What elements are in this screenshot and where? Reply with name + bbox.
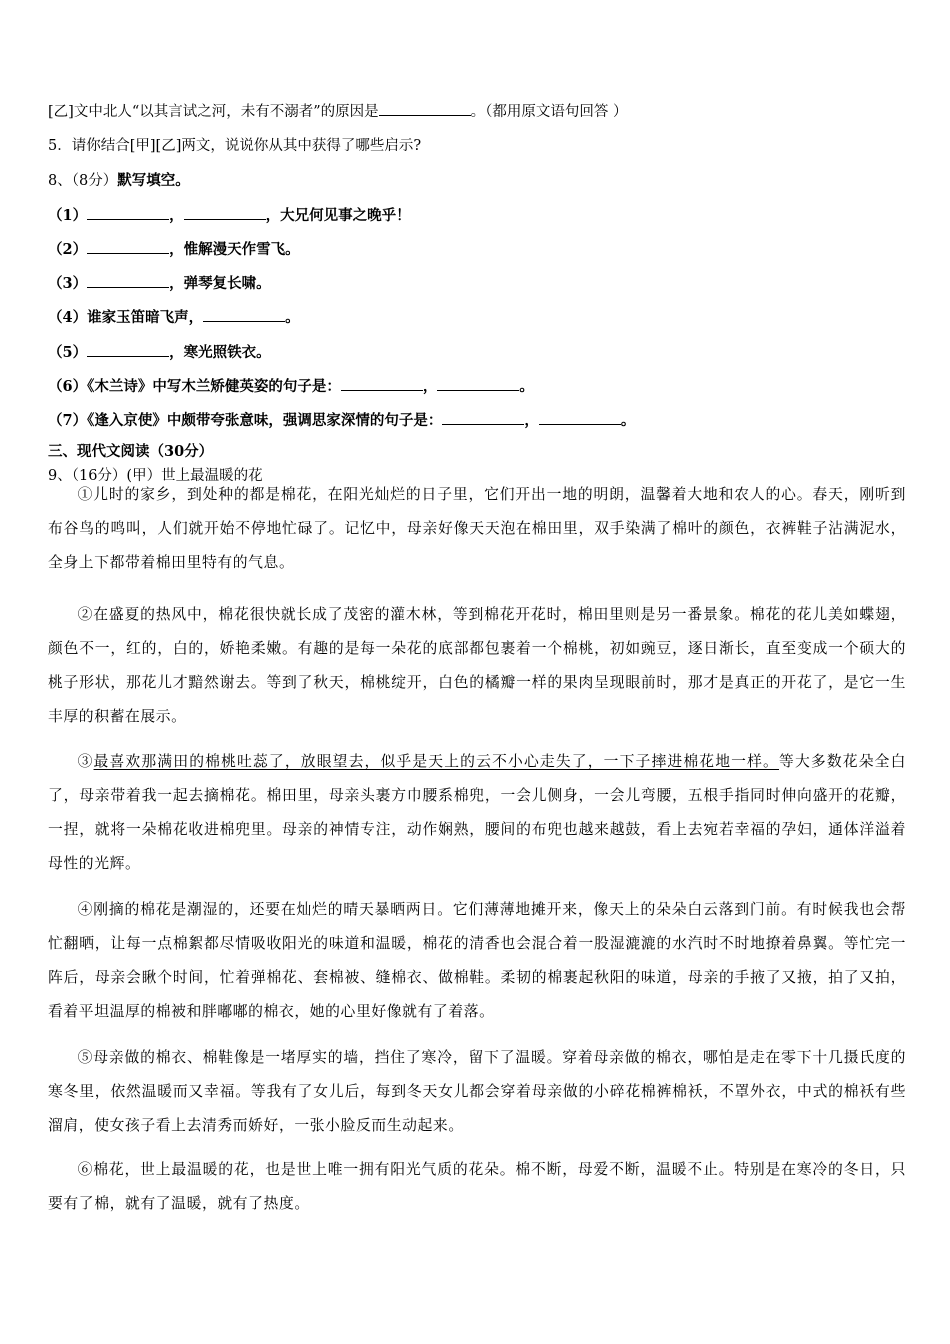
article-paragraph-6: ⑥棉花，世上最温暖的花，也是世上唯一拥有阳光气质的花朵。棉不断，母爱不断，温暖不止。特别是在寒冷的冬日，只要有了棉，就有了温暖，就有了热度。 [48,1161,906,1212]
article-paragraph-2: ②在盛夏的热风中，棉花很快就长成了茂密的灌木林，等到棉花开花时，棉田里则是另一番景象。棉花的花儿美如蝶翅，颜色不一，红的，白的，娇艳柔嫩。有趣的是每一朵花的底部都包裹着一个棉桃，初如豌豆，逐日渐长，直至变成一个硕大的桃子形状，那花儿才黯然谢去。等到了秋天，棉桃绽开，白色的橘瓣一样的果肉呈现眼前时，那才是真正的开花了，是它一生丰厚的积蓄在展示。 [48,606,906,725]
answer-blank[interactable] [539,410,621,425]
section-3-heading: 三、现代文阅读（30分） [48,443,214,460]
answer-blank[interactable] [437,376,519,391]
article-paragraph-4: ④刚摘的棉花是潮湿的，还要在灿烂的晴天暴晒两日。它们薄薄地摊开来，像天上的朵朵白云落到门前。有时候我也会帮忙翻晒，让每一点棉絮都尽情吸收阳光的味道和温暖，棉花的清香也会混合着一股湿漉漉的水汽时不时地撩着鼻翼。等忙完一阵后，母亲会瞅个时间，忙着弹棉花、套棉被、缝棉衣、做棉鞋。柔韧的棉裹起秋阳的味道，母亲的手掖了又掖，拍了又拍，看着平坦温厚的棉被和胖嘟嘟的棉衣，她的心里好像就有了着落。 [48,901,906,1020]
answer-blank[interactable] [442,410,524,425]
question-8-title: 8、（8分）默写填空。 [48,172,190,189]
underlined-sentence: 最喜欢那满田的棉桃吐蕊了，放眼望去，似乎是天上的云不小心走失了，一下子摔进棉花地一样。 [93,753,779,770]
fill-item-1: （1） ， ，大兄何见事之晚乎！ [48,207,411,224]
answer-blank[interactable] [379,101,471,116]
article-paragraph-5: ⑤母亲做的棉衣、棉鞋像是一堵厚实的墙，挡住了寒冷，留下了温暖。穿着母亲做的棉衣，哪怕是走在零下十几摄氏度的寒冬里，依然温暖而又幸福。等我有了女儿后，每到冬天女儿都会穿着母亲做的小碎花棉裤棉袄，不罩外衣，中式的棉袄有些溜肩，使女孩子看上去清秀而娇好，一张小脸反而生动起来。 [48,1049,906,1134]
fill-item-5: （5） ，寒光照铁衣。 [48,344,271,361]
question-yi-reason: [乙]文中北人“以其言试之河，未有不溺者”的原因是 。（都用原文语句回答 ） [48,101,628,122]
answer-blank[interactable] [341,376,423,391]
fill-item-6: （6）《木兰诗》中写木兰矫健英姿的句子是： ， 。 [48,378,534,395]
fill-item-3: （3） ，弹琴复长啸。 [48,275,271,292]
fill-item-7: （7）《逢入京使》中颇带夸张意味，强调思家深情的句子是： ， 。 [48,412,636,429]
answer-blank[interactable] [87,273,169,288]
answer-blank[interactable] [87,239,169,254]
article-paragraph-3: ③最喜欢那满田的棉桃吐蕊了，放眼望去，似乎是天上的云不小心走失了，一下子摔进棉花地一样。等大多数花朵全白了，母亲带着我一起去摘棉花。棉田里，母亲头裹方巾腰系棉兜，一会儿侧身，一会儿弯腰，五根手指同时伸向盛开的花瓣，一捏，就将一朵棉花收进棉兜里。母亲的神情专注，动作娴熟，腰间的布兜也越来越鼓，看上去宛若幸福的孕妇，通体洋溢着母性的光辉。 [48,753,906,872]
fill-item-4: （4）谁家玉笛暗飞声， 。 [48,309,300,326]
answer-blank[interactable] [184,205,266,220]
answer-blank[interactable] [87,205,169,220]
answer-blank[interactable] [203,307,285,322]
article-paragraph-1: ①儿时的家乡，到处种的都是棉花，在阳光灿烂的日子里，它们开出一地的明朗，温馨着大地和农人的心。春天，刚听到布谷鸟的鸣叫，人们就开始不停地忙碌了。记忆中，母亲好像天天泡在棉田里，双手染满了棉叶的颜色，衣裤鞋子沾满泥水，全身上下都带着棉田里特有的气息。 [48,486,906,571]
answer-blank[interactable] [87,342,169,357]
question-9-title: 9、（16分）(甲）世上最温暖的花 [48,468,263,484]
question-5: 5．请你结合[甲][乙]两文，说说你从其中获得了哪些启示? [48,138,422,154]
fill-item-2: （2） ，惟解漫天作雪飞。 [48,241,300,258]
